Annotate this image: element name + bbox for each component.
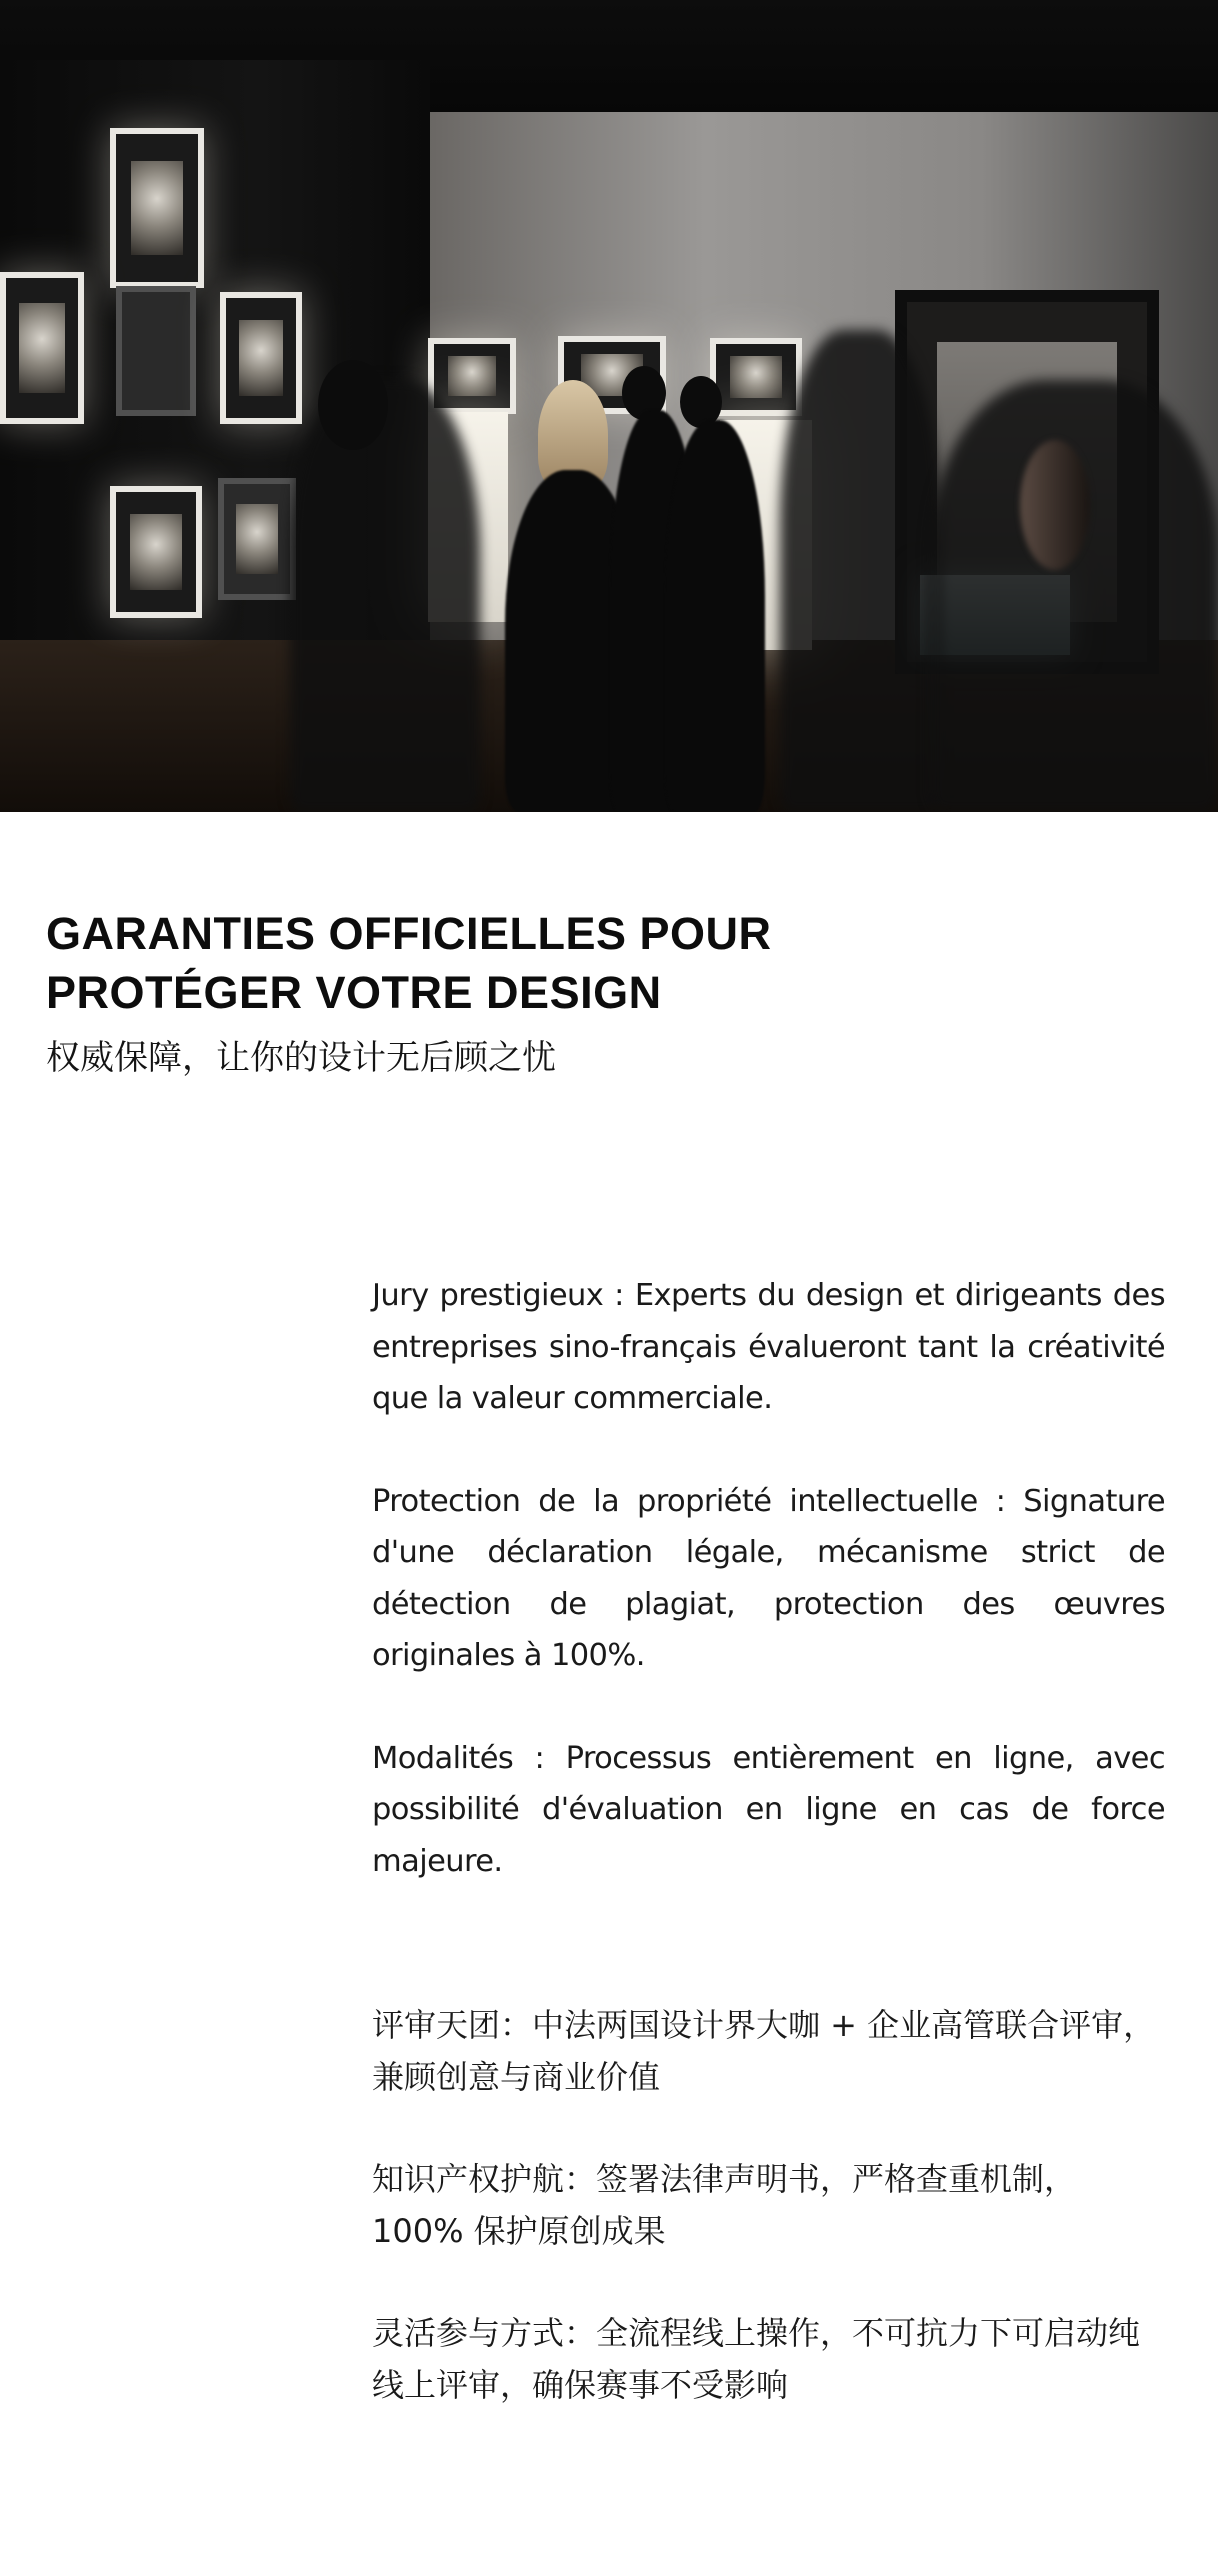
visitor-face (1020, 440, 1090, 570)
lit-frame (220, 292, 302, 424)
title-line-1: GARANTIES OFFICIELLES POUR (46, 908, 772, 959)
dim-frame (116, 286, 196, 416)
blurred-visitor (290, 380, 480, 812)
lit-frame (110, 128, 204, 288)
paragraph-jury-zh: 评审天团：中法两国设计界大咖 + 企业高管联合评审，兼顾创意与商业价值 (372, 2006, 1156, 2096)
paragraph-modalities-fr: Modalités : Processus entièrement en ligne, avec possibilité d'évaluation en ligne en cas de force majeure. (372, 1740, 1165, 1879)
paragraph-modalities-zh: 灵活参与方式：全流程线上操作，不可抗力下可启动纯线上评审，确保赛事不受影响 (372, 2314, 1141, 2404)
hero-gallery-photo (0, 0, 1218, 812)
visitor-silhouette (665, 420, 765, 812)
paragraph-jury-fr: Jury prestigieux : Experts du design et dirigeants des entreprises sino-français évalueront tant la créativité que la valeur commerciale. (372, 1278, 1165, 1416)
page-subtitle: 权威保障，让你的设计无后顾之忧 (46, 1038, 556, 1078)
lit-frame (0, 272, 84, 424)
dim-frame (218, 478, 296, 600)
paragraph-ip-protection-zh: 知识产权护航：签署法律声明书，严格查重机制，100% 保护原创成果 (372, 2160, 1077, 2250)
visitor-head (318, 360, 388, 450)
chinese-section (372, 1999, 1165, 2461)
blurred-visitor (780, 330, 940, 812)
blurred-visitor (930, 380, 1218, 812)
french-section (372, 1270, 1165, 1938)
title-line-2: PROTÉGER VOTRE DESIGN (46, 967, 662, 1018)
paragraph-ip-protection-fr: Protection de la propriété intellectuelle : Signature d'une déclaration légale, mécanisme strict de détection de plagiat, protection des œuvres originales à 100%. (372, 1483, 1165, 1673)
lit-frame (710, 338, 802, 416)
page-title (46, 904, 1166, 1022)
lit-frame (110, 486, 202, 618)
